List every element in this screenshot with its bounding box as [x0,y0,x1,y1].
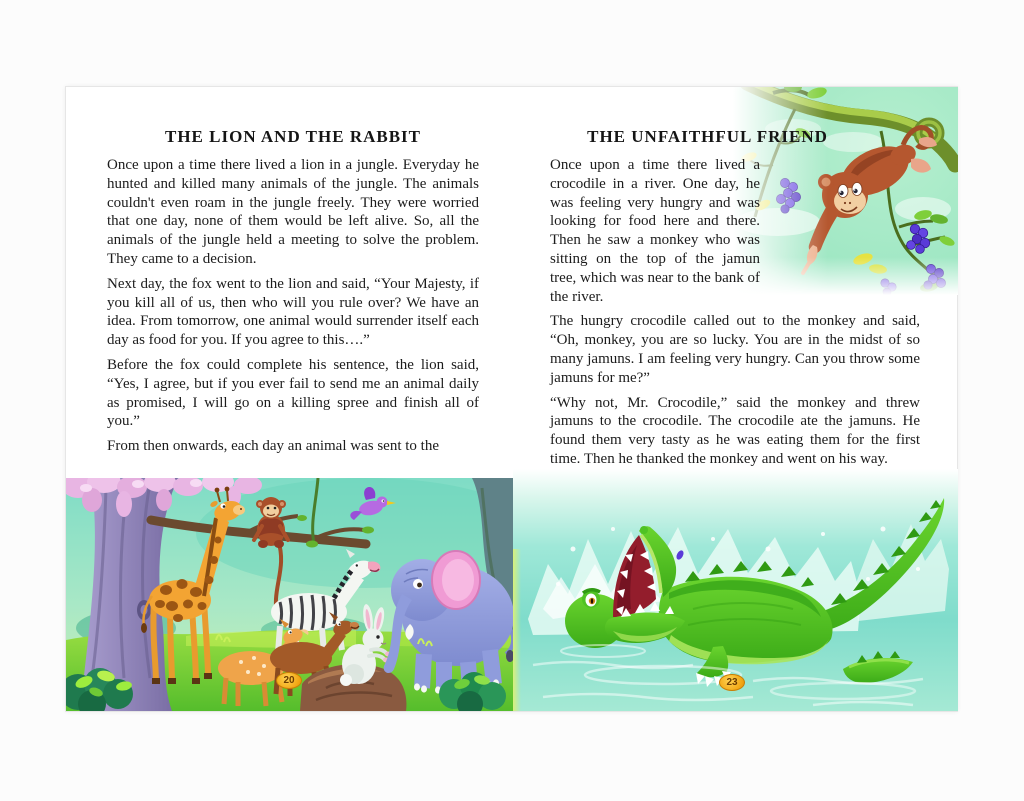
book-spread [65,86,958,712]
spine-streak [513,549,521,711]
left-page-text [107,127,479,456]
right-page [513,87,958,711]
story-paragraph: Once upon a time there lived a lion in a jungle. Everyday he hunted and killed many animals of the jungle. The animals couldn't even roam in the jungle freely. They were worried that one day, none of them would be left alive. So, all the animals of the jungle held a meeting to solve the problem. They came to a decision. [107,157,479,267]
page-number-badge: 20 [276,672,302,689]
right-story-title: THE UNFAITHFUL FRIEND [587,127,828,146]
illustration-wrap-spacer [760,156,920,269]
page-number-badge: 23 [719,674,745,691]
story-paragraph: Next day, the fox went to the lion and said, “Your Majesty, if you kill all of us, then who will you rule over? We have an idea. From tomorrow, one animal would surrender itself each day as food for you. If you agree to this….” [107,275,479,349]
story-paragraph: Once upon a time there lived a crocodile in a river. One day, he was feeling very hungry and was looking for food here and there. Then he saw a monkey who was sitting on the top of the jamun tree, which was near to the bank of the river. [550,157,760,305]
story-paragraph: “Why not, Mr. Crocodile,” said the monkey and threw jamuns to the crocodile. The crocodile ate the jamuns. He found them very tasty as he was eating them for the first time. Then he thanked the monkey and went on his way. [550,394,920,467]
left-story-title: THE LION AND THE RABBIT [164,127,422,146]
story-paragraph: From then onwards, each day an animal was sent to the [107,438,439,455]
story-paragraph: Before the fox could complete his sentence, the lion said, “Yes, I agree, but if you ever fail to send me an animal daily as promised, I will go on a killing spree and finish all of you.” [107,356,479,430]
left-page [66,87,513,711]
right-page-text [550,127,920,475]
story-paragraph: The hungry crocodile called out to the monkey and said, “Oh, monkey, you are so lucky. You are in the midst of so many jamuns. I am feeling very hungry. Can you throw some jamuns for me?” [550,313,920,386]
